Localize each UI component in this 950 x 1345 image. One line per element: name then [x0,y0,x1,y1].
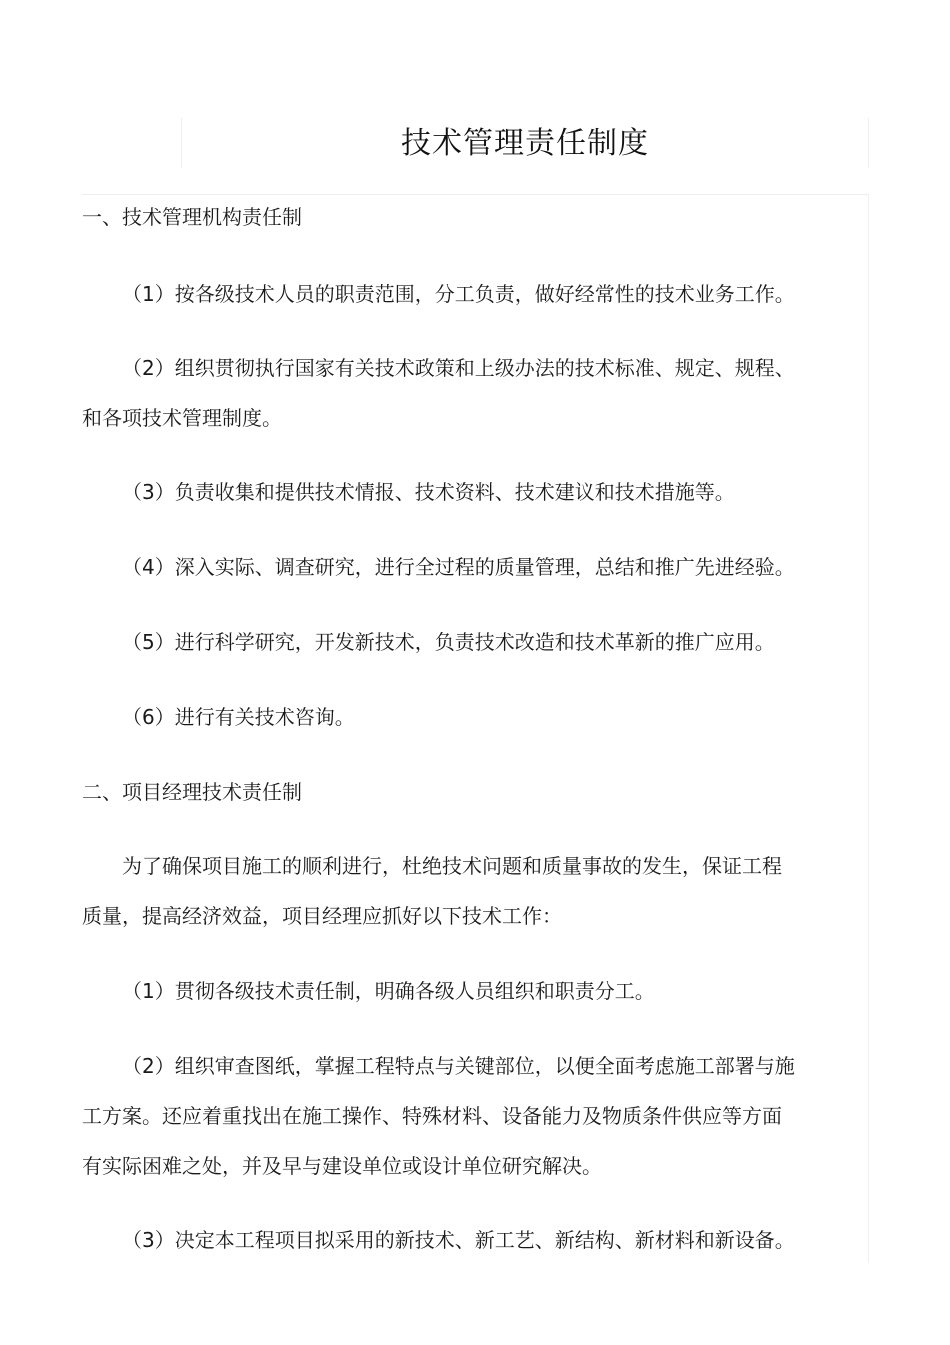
section-item: （4）深入实际、调查研究，进行全过程的质量管理，总结和推广先进经验。 [122,555,795,579]
table-rule [868,195,869,1263]
section-item-continuation: 和各项技术管理制度。 [82,406,282,430]
section-item: （2）组织审查图纸，掌握工程特点与关键部位，以便全面考虑施工部署与施 [122,1054,795,1078]
section-item: （3）决定本工程项目拟采用的新技术、新工艺、新结构、新材料和新设备。 [122,1228,795,1252]
paragraph-line: 为了确保项目施工的顺利进行，杜绝技术问题和质量事故的发生，保证工程 [122,854,782,878]
table-rule [82,194,869,195]
document-title: 技术管理责任制度 [401,126,649,161]
section-item-continuation: 工方案。还应着重找出在施工操作、特殊材料、设备能力及物质条件供应等方面 [82,1104,782,1128]
section-item: （3）负责收集和提供技术情报、技术资料、技术建议和技术措施等。 [122,480,735,504]
section-item: （5）进行科学研究，开发新技术，负责技术改造和技术革新的推广应用。 [122,630,775,654]
section-item: （1）贯彻各级技术责任制，明确各级人员组织和职责分工。 [122,979,655,1003]
section-item: （1）按各级技术人员的职责范围，分工负责，做好经常性的技术业务工作。 [122,282,795,306]
paragraph-line: 质量，提高经济效益，项目经理应抓好以下技术工作： [82,904,562,928]
section-item: （2）组织贯彻执行国家有关技术政策和上级办法的技术标准、规定、规程、 [122,356,795,380]
section-heading: 一、技术管理机构责任制 [82,205,302,229]
section-heading: 二、项目经理技术责任制 [82,780,302,804]
section-item-continuation: 有实际困难之处，并及早与建设单位或设计单位研究解决。 [82,1154,602,1178]
section-item: （6）进行有关技术咨询。 [122,705,355,729]
